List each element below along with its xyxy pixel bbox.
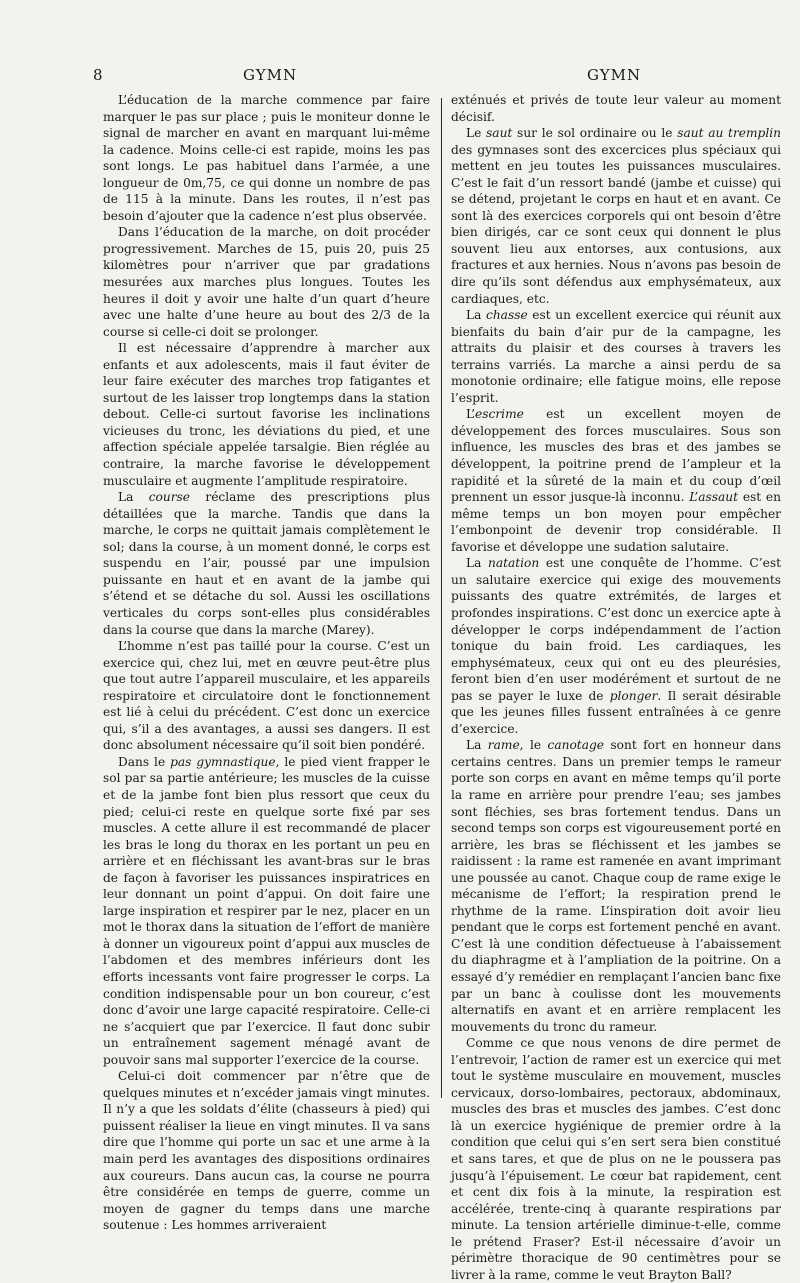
term-saut: saut [486,126,513,141]
paragraph-course-dangers: L’homme n’est pas taillé pour la course. C’est un exercice qui, chez lui, met en œuvre peut-être plus que tout autre l’appareil musculaire, et les appareils respiratoire et circulatoire dont le fonctionnement est lié à celui du précédent. C’est donc un exercice qui, s’il a des avantages, a aussi ses dangers. Il est donc absolument nécessaire qu’il soit bien pondéré. [103,639,430,753]
text-span: est un excellent exercice qui réunit aux bienfaits du bain d’air pur de la campagne, les attraits du plaisir et des courses à travers les terrains varriés. La marche a ainsi perdu de sa monotonie ordinaire; elle fatigue moins, elle repose l’esprit. [451,308,781,405]
paragraph-marche-education: L’éducation de la marche commence par faire marquer le pas sur place ; puis le moniteur donne le signal de marcher en avant en marquant lui-même la cadence. Moins celle-ci est rapide, moins les pas sont longs. Le pas habituel dans l’armée, a une longueur de 0m,75, ce qui donne un nombre de pas de 115 à la minute. Dans les routes, il n’est pas besoin d’ajouter que la cadence n’est plus observée. [103,93,430,223]
paragraph-pas-gymnastique [103,754,430,1068]
running-title-left: GYMN [243,66,298,84]
text-span: sont fort en honneur dans certains centres. Dans un premier temps le rameur porte son corps en avant en même temps qu’il porte la rame en arrière pour prendre l’eau; ses jambes sont fléchies, ses bras fortement tendus. Dans un second temps son corps est vigoureusement porté en arrière, les bras se fléchissent et les jambes se raidissent : la rame est ramenée en avant imprimant une poussée au canot. Chaque coup de rame exige le mécanisme de l’effort; la respiration prend le rhythme de la rame. L’inspiration doit avoir lieu pendant que le corps est fortement penché en avant. C’est là une condition défectueuse à l’abaissement du diaphragme et à l’ampliation de la poitrine. On a essayé d’y remédier en remplaçant l’ancien banc fixe par un banc à coulisse dont les mouvements alternatifs en avant et en arrière remplacent les mouvements du tronc du rameur. [451,738,782,1034]
column-divider [441,98,442,1098]
paragraph-marche-progression: Dans l’éducation de la marche, on doit procéder progressivement. Marches de 15, puis 20, puis 25 kilomètres pour n’arriver que par gradations mesurées aux marches plus longues. Toutes les heures il doit y avoir une halte d’un quart d’heure avec une halte d’une heure au bout des 2/3 de la course si celle-ci doit se prolonger. [103,225,430,339]
running-title-right: GYMN [587,66,642,84]
term-rame: rame [487,738,520,753]
text-span: La [466,556,488,571]
paragraph-continuation: exténués et privés de toute leur valeur au moment décisif. [451,93,781,124]
paragraph-rame [451,737,781,1035]
term-natation: natation [487,556,540,571]
text-span: sur le sol ordinaire ou le [512,126,678,141]
text-span: L’ [466,407,476,422]
text-span: est une conquête de l’homme. C’est un salutaire exercice qui exige des mouvements puissants des quatre extrémités, de larges et profondes inspirations. C’est donc un exercice apte à développer le corps indépendamment de l’action tonique du bain froid. Les cardiaques, les emphysémateux, ceux qui ont eu des pleurésies, feront bien d’en user modérément et surtout de ne pas se payer le luxe de [451,556,781,703]
term-pas-gymnastique: pas gymnastique [170,754,276,769]
text-span: , le [519,738,548,753]
paragraph-natation [451,555,781,737]
text-span: La [466,308,486,323]
paragraph-escrime [451,406,781,555]
text-span: , le pied vient frapper le sol par sa partie antérieure; les muscles de la cuisse et de la jambe font bien plus ressort que ceux du pied; celui-ci reste en quelque sorte fixé par ses muscles. A cette allure il est recommandé de placer les bras le long du thorax en les portant un peu en arrière et en fléchissant les avant-bras sur le bras de façon à favoriser les puissances inspiratrices en leur donnant un point d’appui. On doit faire une large inspiration et respirer par le nez, placer en un mot le thorax dans la situation de l’effort de manière à donner un vigoureux point d’appui aux muscles de l’abdomen et des membres inférieurs dont les efforts incessants vont faire progresser le corps. La condition indispensable pour un bon coureur, c’est donc d’avoir une large capacité respiratoire. Celle-ci ne s’acquiert que par l’exercice. Il faut donc subir un entraînement sagement ménagé avant de pouvoir sans mal supporter l’exercice de la course. [103,754,430,1067]
term-saut-tremplin: saut au tremplin [677,126,781,141]
text-span: La [466,738,488,753]
paragraph-ramer-hygiene: Comme ce que nous venons de dire permet de l’entrevoir, l’action de ramer est un exercice qui met tout le système musculaire en mouvement, muscles cervicaux, dorso-lombaires, pectoraux, abdominaux, muscles des bras et muscles des jambes. C’est donc là un exercice hygiénique de premier ordre à la condition que celui qui s’en sert sera bien constitué et sans tares, et que de plus on ne le poussera pas jusqu’à l’épuisement. Le cœur bat rapidement, cent et cent dix fois à la minute, la respiration est accélérée, trente-cinq à quarante respirations par minute. La tension artérielle diminue-t-elle, comme le prétend Fraser? Est-il nécessaire d’avoir un périmètre thoracique de 90 centimètres pour se livrer à la rame, comme le veut Brayton Ball? [451,1036,781,1282]
text-span: Dans le [118,754,171,769]
text-span: est en même temps un bon moyen pour empêcher l’embonpoint de devenir trop considérable. Il favorise et développe une sudation salutaire. [451,490,781,554]
text-span: Le [466,126,487,141]
page-number: 8 [93,66,104,84]
term-plonger: plonger [609,688,658,703]
right-column [451,92,781,1283]
paragraph-marche-enfants: Il est nécessaire d’apprendre à marcher aux enfants et aux adolescents, mais il faut éviter de leur faire exécuter des marches trop fatigantes et surtout de les laisser trop longtemps dans la station debout. Celle-ci surtout favorise les inclinations vicieuses du tronc, les déviations du pied, et une affection spéciale appelée tarsalgie. Bien réglée au contraire, la marche favorise le développement musculaire et augmente l’amplitude respiratoire. [103,341,430,488]
paragraph-chasse [451,307,781,406]
paragraph-saut [451,125,781,307]
running-header [93,66,717,88]
term-canotage: canotage [547,738,604,753]
left-column [103,92,430,1234]
text-span: La [118,490,149,505]
text-span: des gymnases sont des excercices plus spéciaux qui mettent en jeu toutes les puissances musculaires. C’est le fait d’un ressort bandé (jambe et cuisse) qui se détend, projetant le corps en haut et en avant. Ce sont là des exercices corporels qui ont besoin d’être bien dirigés, car ce sont ceux qui donnent le plus souvent lieu aux entorses, aux contusions, aux fractures et aux hernies. Nous n’avons pas besoin de dire qu’ils sont défendus aux emphysémateux, aux cardiaques, etc. [451,142,781,306]
term-course: course [148,490,191,505]
term-escrime: escrime [475,407,524,422]
paragraph-course [103,489,430,638]
text-span: . Il serait désirable que les jeunes filles fussent entraînées à ce genre d’exercice. [451,688,782,736]
text-span: est un excellent moyen de développement des forces musculaires. Sous son influence, les muscles des bras et des jambes se développent, la poitrine prend de l’ampleur et la rapidité et la sûreté de la main et du coup d’œil prennent un essor jusque-là inconnu. [451,407,781,505]
text-span: réclame des prescriptions plus détaillées que la marche. Tandis que dans la marche, le corps ne quittait jamais complètement le sol; dans la course, à un moment donné, le corps est suspendu en l’air, poussé par une impulsion puissante en haut et en avant de la jambe qui s’étend et se détache du sol. Aussi les oscillations verticales du corps sont-elles plus considérables dans la course que dans la marche (Marey). [103,490,430,637]
paragraph-entrainement: Celui-ci doit commencer par n’être que de quelques minutes et n’excéder jamais vingt minutes. Il n’y a que les soldats d’élite (chasseurs à pied) qui puissent réaliser la lieue en vingt minutes. Il va sans dire que l’homme qui porte un sac et une arme à la main perd les avantages des dispositions ordinaires aux coureurs. Dans aucun cas, la course ne pourra être considérée en temps de guerre, comme un moyen de gagner du temps dans une marche soutenue : Les hommes arriveraient [103,1069,430,1233]
term-chasse: chasse [486,308,528,323]
term-assaut: L’assaut [689,490,739,505]
